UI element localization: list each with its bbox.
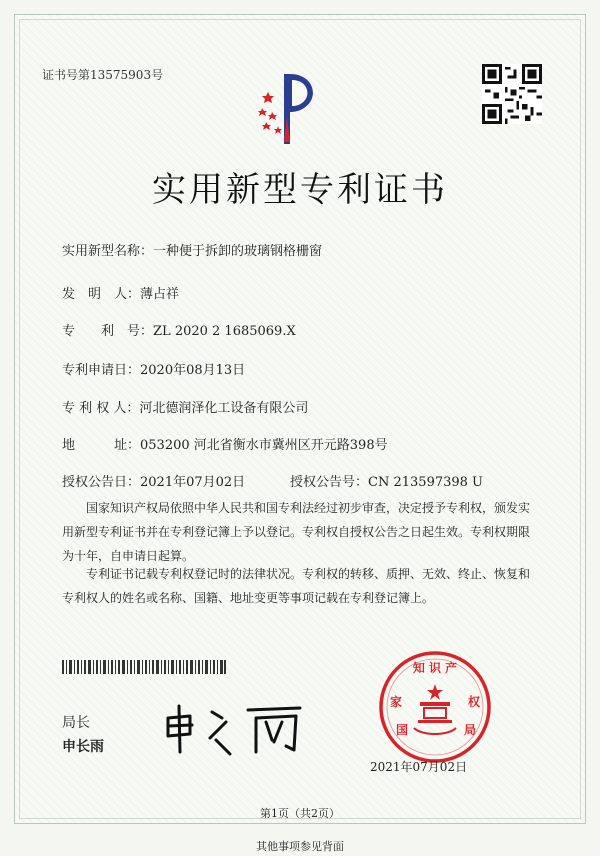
certificate-number: 证书号第13575903号 <box>42 68 164 82</box>
field-name <box>62 240 322 259</box>
field-patentee-value: 河北德润泽化工设备有限公司 <box>139 401 309 416</box>
field-filing-date <box>62 359 245 378</box>
field-name-value: 一种便于拆卸的玻璃钢格栅窗 <box>153 244 323 259</box>
svg-text:家: 家 <box>389 695 403 709</box>
field-address-label: 地 址： <box>62 438 141 453</box>
field-patentee-label: 专 利 权 人： <box>62 401 140 416</box>
field-name-label: 实用新型名称： <box>62 244 154 259</box>
field-filing-date-value: 2020年08月13日 <box>140 363 246 378</box>
field-inventor-label: 发 明 人： <box>62 287 141 302</box>
official-seal-icon <box>378 650 492 764</box>
field-inventor <box>62 283 179 302</box>
field-inventor-value: 薄占祥 <box>140 287 180 302</box>
page-number: 第1页（共2页） <box>260 807 340 820</box>
svg-text:局: 局 <box>463 723 477 737</box>
field-grant-date-value: 2021年07月02日 <box>140 475 246 490</box>
field-grant-no-label: 授权公告号： <box>290 475 369 490</box>
footer-note: 其他事项参见背面 <box>256 840 344 853</box>
field-grant <box>62 471 483 490</box>
field-grant-no-value: CN 213597398 U <box>368 475 484 490</box>
signatory-name: 申长雨 <box>62 739 104 755</box>
handwritten-signature <box>160 700 310 760</box>
cnipa-logo-icon <box>256 66 326 146</box>
field-patent-no-label: 专 利 号： <box>62 324 154 339</box>
svg-text:国: 国 <box>395 723 409 737</box>
field-patentee <box>62 397 308 416</box>
paragraph-legal-status: 专利证书记载专利权登记时的法律状况。专利权的转移、质押、无效、终止、恢复和专利权人的姓名或名称、国籍、地址变更等事项记载在专利登记簿上。 <box>62 567 531 605</box>
qr-code-icon <box>482 64 542 124</box>
field-address <box>62 434 388 453</box>
field-filing-date-label: 专利申请日： <box>62 363 141 378</box>
paragraph-grant-statement: 国家知识产权局依照中华人民共和国专利法经过初步审查，决定授予专利权，颁发实用新型专利证书并在专利登记簿上予以登记。专利权自授权公告之日起生效。专利权期限为十年，自申请日起算。 <box>62 501 531 563</box>
field-address-value: 053200 河北省衡水市冀州区开元路398号 <box>140 438 388 453</box>
field-patent-no <box>62 320 296 339</box>
svg-text:知 识 产: 知 识 产 <box>412 661 458 675</box>
signatory-role: 局长 <box>62 715 90 731</box>
barcode-icon <box>62 660 226 674</box>
seal-date: 2021年07月02日 <box>370 760 468 774</box>
svg-text:权: 权 <box>467 695 481 709</box>
field-patent-no-value: ZL 2020 2 1685069.X <box>153 324 296 339</box>
field-grant-date-label: 授权公告日： <box>62 475 141 490</box>
certificate-title: 实用新型专利证书 <box>152 170 448 210</box>
